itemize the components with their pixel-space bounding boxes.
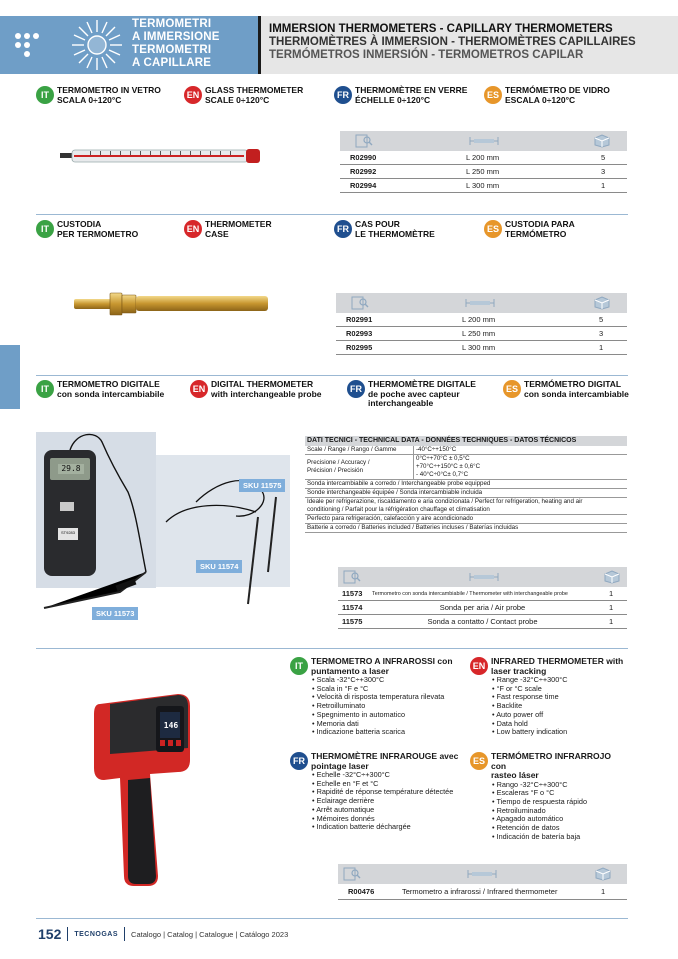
category-line: TERMOMETRI [132, 18, 212, 30]
section-divider [36, 375, 628, 376]
tech-value: +70°C÷+150°C ± 0,6°C [416, 463, 481, 470]
product-desc: Sonda per aria / Air probe [439, 603, 526, 612]
sku-label: SKU 11575 [239, 479, 285, 492]
lang-es-s1 [484, 86, 610, 105]
product-desc: Termometro con sonda intercambiabile / Thermometer with interchangeable probe [372, 591, 568, 597]
list-item: • Scala -32°C÷+300°C [312, 676, 466, 685]
table-header [338, 567, 627, 587]
fr-flag-icon: FR [290, 752, 308, 770]
table-row [340, 179, 627, 193]
it-flag-icon: IT [36, 380, 54, 398]
title-es: TERMÓMETROS INMERSIÓN - TERMOMETROS CAPILAR [269, 49, 584, 61]
tech-row [305, 480, 627, 489]
list-item: • Spegnimento in automatico [312, 711, 466, 720]
list-item: • °F or °C scale [492, 685, 628, 694]
length-icon [466, 867, 498, 881]
length-icon [468, 570, 500, 584]
list-item: • Indication batterie déchargée [312, 823, 466, 832]
label: de poche avec capteur [368, 388, 460, 399]
fr-flag-icon: FR [347, 380, 365, 398]
ir-block-es [470, 752, 628, 841]
tech-row [305, 455, 627, 480]
label: CAS POUR [355, 219, 400, 229]
list-item: • Escaleras °F o °C [492, 789, 628, 798]
glass-thermometer-image [60, 146, 262, 166]
tech-row [305, 489, 627, 498]
tech-note: Sonda intercambiabile a corredo / Interchangeable probe equipped [307, 480, 491, 487]
feature-list [312, 676, 466, 737]
list-item: • Backlite [492, 702, 628, 711]
category-title [128, 16, 258, 74]
list-item: • Scala in °F e °C [312, 685, 466, 694]
es-flag-icon: ES [484, 220, 502, 238]
product-code: R02993 [346, 329, 373, 338]
list-item: • Auto power off [492, 711, 628, 720]
page-number: 152 [38, 926, 62, 942]
list-item: • Arrêt automatique [312, 806, 466, 815]
en-flag-icon: EN [470, 657, 488, 675]
lang-it-s1 [36, 86, 161, 105]
tech-row [305, 524, 627, 533]
table-row [336, 327, 627, 341]
title-fr: THERMOMÈTRES À IMMERSION - THERMOMÈTRES CAPILLAIRES [269, 36, 636, 48]
product-qty: 5 [601, 153, 606, 162]
tech-note: Ideale per refrigerazione, riscaldamento e aria condizionata / Perfect for refrigeration, heating and air [307, 498, 583, 505]
brand-name: TECNOGAS [74, 930, 119, 938]
ir-block-fr [290, 752, 466, 832]
sku-label: SKU 11574 [196, 560, 242, 573]
en-flag-icon: EN [184, 220, 202, 238]
catalog-label: Catalogo | Catalog | Catalogue | Catálogo 2023 [131, 929, 289, 939]
label: TERMÓMETRO INFRARROJO con [491, 751, 611, 771]
product-qty: 5 [599, 315, 604, 324]
digital-thermometer-image [36, 432, 290, 622]
product-size: L 200 mm [462, 315, 496, 324]
label: puntamento a laser [311, 665, 389, 676]
table-row [338, 615, 627, 629]
table-header [336, 293, 627, 313]
list-item: • Indicazione batteria scarica [312, 728, 466, 737]
ir-block-it [290, 657, 466, 737]
tech-note: Sonde interchangeable équipée / Sonda intercambiable incluida [307, 489, 483, 496]
product-qty: 1 [609, 617, 614, 626]
label: TERMÓMETRO [505, 228, 567, 239]
lang-en-s1 [184, 86, 303, 105]
package-icon [602, 570, 622, 584]
table-row [338, 601, 627, 615]
package-icon [592, 134, 612, 148]
device-display: 29.8 [58, 464, 84, 474]
tech-note: Batterie a corredo / Batteries included / Batteries incluses / Baterías incluidas [307, 524, 519, 531]
es-flag-icon: ES [470, 752, 488, 770]
category-line: A CAPILLARE [132, 57, 212, 69]
es-flag-icon: ES [484, 86, 502, 104]
brand-logo-tile [0, 16, 66, 74]
label: TERMOMETRO DIGITALE [57, 379, 160, 389]
product-desc: Termometro a infrarossi / Infrared thermometer [402, 887, 558, 896]
footer-divider [36, 918, 628, 919]
label: con sonda intercambiable [524, 388, 629, 399]
category-line: TERMOMETRI [132, 44, 212, 56]
label: LE THERMOMÈTRE [355, 228, 435, 239]
it-flag-icon: IT [36, 86, 54, 104]
label: THERMOMÈTRE DIGITALE [368, 379, 476, 389]
label: CUSTODIA [57, 219, 102, 229]
tech-row [305, 515, 627, 524]
package-icon [592, 296, 612, 310]
list-item: • Memoria dati [312, 720, 466, 729]
brass-case-image [74, 290, 270, 320]
product-table-infrared [338, 864, 627, 900]
tech-row [305, 498, 627, 515]
device-model: ST9283 [60, 530, 75, 535]
product-code: R00476 [348, 887, 375, 896]
label: THERMOMETER [205, 219, 272, 229]
label: ESCALA 0÷120°C [505, 94, 576, 105]
list-item: • Echelle -32°C÷+300°C [312, 771, 466, 780]
list-item: • Mémoires donnés [312, 815, 466, 824]
it-flag-icon: IT [290, 657, 308, 675]
list-item: • Echelle en °F et °C [312, 780, 466, 789]
label: TERMOMETRO IN VETRO [57, 85, 161, 95]
table-row [336, 313, 627, 327]
label: TERMÓMETRO DIGITAL [524, 379, 622, 389]
product-table-glass [340, 131, 627, 193]
product-qty: 3 [599, 329, 604, 338]
product-qty: 3 [601, 167, 606, 176]
list-item: • Low battery indication [492, 728, 628, 737]
title-en: IMMERSION THERMOMETERS - CAPILLARY THERMOMETERS [269, 23, 613, 35]
lang-en-s3 [190, 380, 322, 399]
list-item: • Data hold [492, 720, 628, 729]
feature-list [492, 676, 628, 737]
product-code: 11573 [342, 589, 363, 598]
list-item: • Tiempo de respuesta rápido [492, 798, 628, 807]
label: INFRARED THERMOMETER with [491, 656, 624, 666]
product-size: L 200 mm [466, 153, 500, 162]
lang-fr-s2 [334, 220, 435, 239]
tech-value: 0°C÷+70°C ± 0,5°C [416, 455, 470, 462]
en-flag-icon: EN [190, 380, 208, 398]
label: con sonda intercambiabile [57, 388, 165, 399]
product-qty: 1 [601, 887, 606, 896]
tech-row [305, 446, 627, 455]
section-divider [36, 648, 628, 649]
ir-block-en [470, 657, 628, 737]
code-icon [342, 570, 362, 584]
list-item: • Range -32°C÷+300°C [492, 676, 628, 685]
table-row [340, 151, 627, 165]
table-row [336, 341, 627, 355]
label: interchangeable [368, 398, 434, 408]
tech-title: DATI TECNICI - TECHNICAL DATA - DONNÉES TECHNIQUES - DATOS TÉCNICOS [305, 436, 627, 446]
tech-label: Précision / Precisión [307, 467, 364, 474]
list-item: • Velocità di risposta temperatura rilevata [312, 693, 466, 702]
table-header [338, 864, 627, 884]
list-item: • Eclairage derrière [312, 797, 466, 806]
device-display: 146 [163, 721, 179, 730]
fr-flag-icon: FR [334, 220, 352, 238]
list-item: • Retención de datos [492, 824, 628, 833]
product-qty: 1 [601, 181, 606, 190]
footer-separator [67, 927, 68, 941]
list-item: • Rango -32°C÷+300°C [492, 781, 628, 790]
lang-it-s3 [36, 380, 164, 399]
feature-list [312, 771, 466, 832]
lang-it-s2 [36, 220, 138, 239]
product-size: L 250 mm [466, 167, 500, 176]
label: rasteo láser [491, 770, 539, 780]
footer-separator [124, 927, 125, 941]
label: with interchangeable probe [211, 388, 322, 399]
label: laser tracking [491, 665, 547, 676]
table-row [338, 884, 627, 900]
tech-note: conditioning / Parfait pour la réfrigération chauffage et climatisation [307, 506, 490, 513]
side-tab-marker [0, 345, 20, 409]
technical-data-table [305, 436, 627, 533]
product-table-case [336, 293, 627, 355]
label: TERMOMETRO A INFRAROSSI con [311, 656, 453, 666]
tech-value: - 40°C÷0°C± 0,7°C [416, 471, 469, 478]
label: THERMOMÈTRE INFRAROUGE avec [311, 751, 459, 761]
label: pointage laser [311, 760, 369, 771]
product-code: R02992 [350, 167, 377, 176]
infrared-thermometer-image [90, 690, 200, 890]
label: TERMÓMETRO DE VIDRO [505, 85, 610, 95]
table-header [340, 131, 627, 151]
lang-en-s2 [184, 220, 272, 239]
category-line: A IMMERSIONE [132, 31, 220, 43]
lang-es-s3 [503, 380, 629, 399]
list-item: • Rapidité de réponse température détectée [312, 788, 466, 797]
code-icon [354, 134, 374, 148]
list-item: • Indicación de batería baja [492, 833, 628, 842]
label: ÉCHELLE 0÷120°C [355, 94, 431, 105]
label: THERMOMÈTRE EN VERRE [355, 85, 468, 95]
list-item: • Retroiluminado [492, 807, 628, 816]
label: CUSTODIA PARA [505, 219, 575, 229]
feature-list [492, 781, 628, 842]
tech-value: -40°C÷+150°C [413, 446, 493, 454]
product-code: R02994 [350, 181, 377, 190]
tech-label: Precisione / Accuracy / [307, 459, 370, 466]
table-row [338, 587, 627, 601]
sun-burst-icon [66, 16, 128, 74]
product-code: 11575 [342, 617, 363, 626]
code-icon [342, 867, 362, 881]
footer [38, 924, 288, 944]
label: DIGITAL THERMOMETER [211, 379, 314, 389]
page-title [258, 16, 678, 74]
product-desc: Sonda a contatto / Contact probe [427, 617, 538, 626]
table-row [340, 165, 627, 179]
product-qty: 1 [599, 343, 604, 352]
product-table-digital [338, 567, 627, 629]
tech-note: Perfecto para refrigeración, calefacción y aire acondicionado [307, 515, 474, 522]
label: PER TERMOMETRO [57, 228, 139, 239]
list-item: • Fast response time [492, 693, 628, 702]
lang-fr-s3 [347, 380, 476, 409]
it-flag-icon: IT [36, 220, 54, 238]
code-icon [350, 296, 370, 310]
product-qty: 1 [609, 603, 614, 612]
product-code: R02990 [350, 153, 377, 162]
label: SCALA 0÷120°C [57, 94, 122, 105]
en-flag-icon: EN [184, 86, 202, 104]
list-item: • Apagado automático [492, 815, 628, 824]
product-qty: 1 [609, 589, 614, 598]
fr-flag-icon: FR [334, 86, 352, 104]
list-item: • Retroilluminato [312, 702, 466, 711]
label: SCALE 0÷120°C [205, 94, 270, 105]
product-code: 11574 [342, 603, 363, 612]
label: GLASS THERMOMETER [205, 85, 304, 95]
package-icon [593, 867, 613, 881]
section-divider [36, 214, 628, 215]
sku-label: SKU 11573 [92, 607, 138, 620]
product-code: R02995 [346, 343, 373, 352]
es-flag-icon: ES [503, 380, 521, 398]
lang-es-s2 [484, 220, 575, 239]
tech-label: Scale / Range / Rango / Gamme [307, 446, 397, 453]
lang-fr-s1 [334, 86, 467, 105]
length-icon [464, 296, 496, 310]
product-code: R02991 [346, 315, 373, 324]
product-size: L 300 mm [462, 343, 496, 352]
label: CASE [205, 228, 229, 239]
product-size: L 300 mm [466, 181, 500, 190]
length-icon [468, 134, 500, 148]
product-size: L 250 mm [462, 329, 496, 338]
